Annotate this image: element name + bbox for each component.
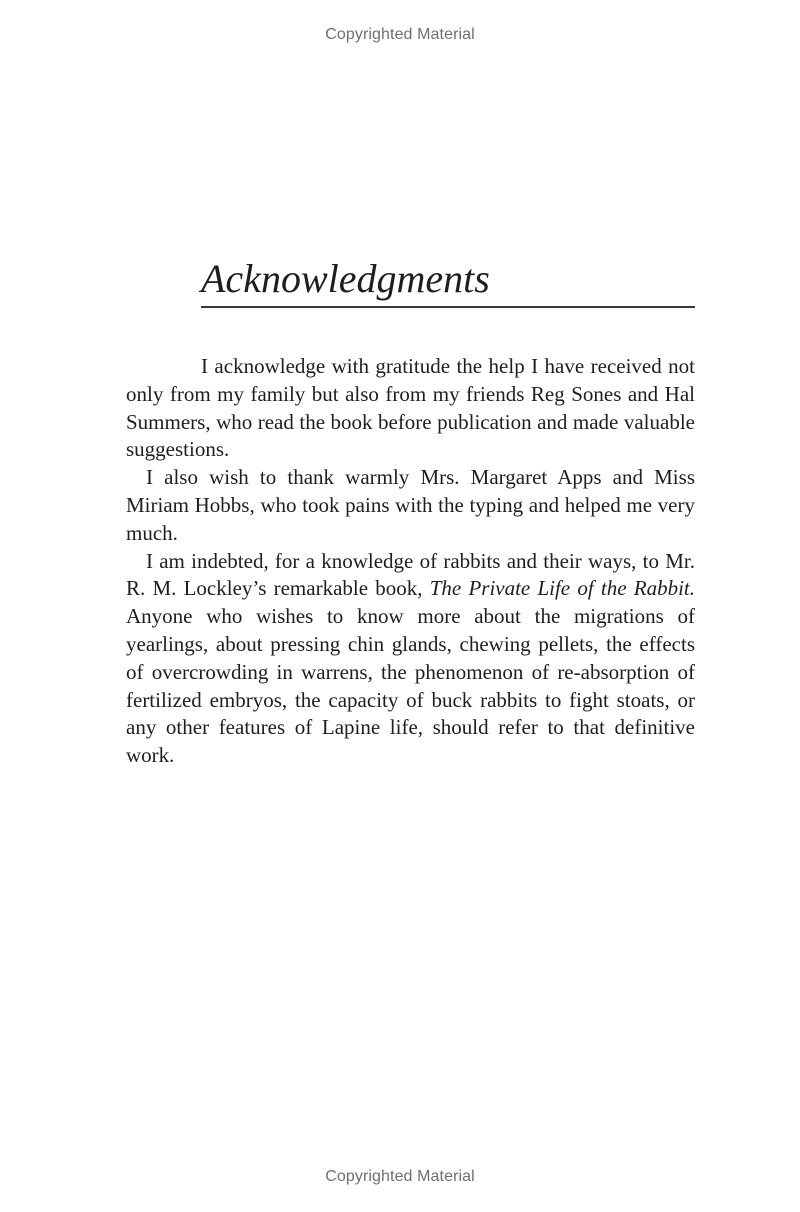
page-title: Acknowledgments <box>201 256 490 301</box>
copyright-watermark-top: Copyrighted Material <box>325 26 475 43</box>
paragraph-3 <box>126 548 695 770</box>
heading-rule <box>201 306 695 308</box>
acknowledgments-body <box>126 353 695 770</box>
copyright-watermark-bottom: Copyrighted Material <box>325 1168 475 1185</box>
paragraph-2: I also wish to thank warmly Mrs. Margaret Apps and Miss Miriam Hobbs, who took pains with the typing and helped me very much. <box>126 465 695 545</box>
paragraph-3-text-end: Anyone who wishes to know more about the migrations of yearlings, about pressing chin glands, chewing pellets, the effects of overcrowding in warrens, the phenomenon of re-absorption of fertilized embryos, the capacity of buck rabbits to fight stoats, or any other features of Lapine life, should refer to that definitive work. <box>126 604 695 768</box>
paragraph-3-text-start: I am indebted, for a knowledge of rabbits and their ways, to Mr. R. M. Lockley’s remarkable book, <box>126 548 695 601</box>
paragraph-1: I acknowledge with gratitude the help I have received not only from my family but also from my friends Reg Sones and Hal Summers, who read the book before publication and made valuable suggestions. <box>126 354 695 462</box>
book-title: The Private Life of the Rabbit. <box>429 576 695 601</box>
